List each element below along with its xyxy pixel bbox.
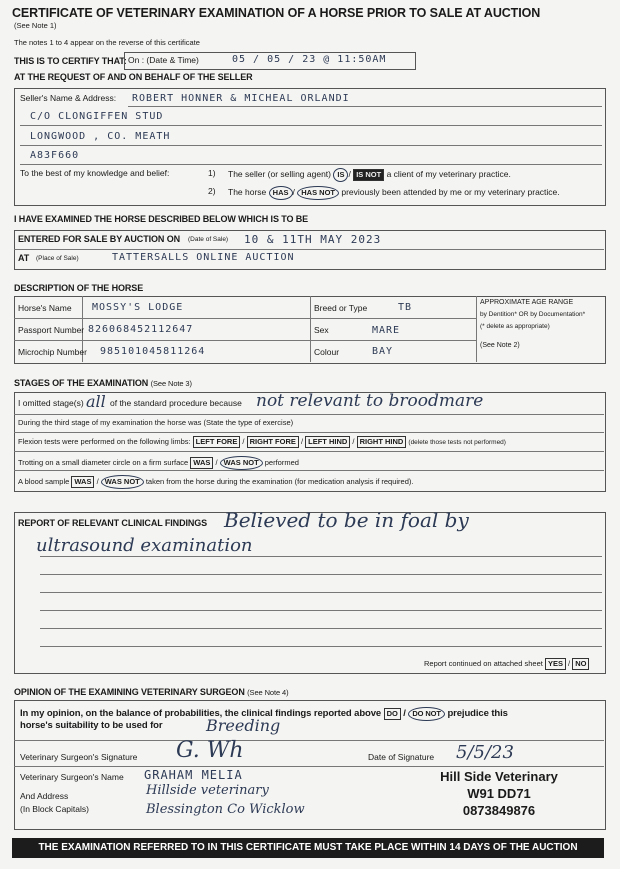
omitted-value: all [86,392,106,411]
request-header: AT THE REQUEST OF AND ON BEHALF OF THE SELLER [14,72,253,82]
opinion-header: OPINION OF THE EXAMINING VETERINARY SURGEON (See Note 4) [14,687,289,697]
on-value: 05 / 05 / 23 @ 11:50AM [232,54,387,65]
signature-label: Veterinary Surgeon's Signature [20,752,138,762]
continued-no-option[interactable]: NO [572,658,589,670]
at-label: AT [18,253,30,263]
report-continued: Report continued on attached sheet YES / NO [424,658,589,670]
on-label: On : (Date & Time) [128,55,199,65]
opinion-text3: horse's suitability to be used for [20,720,163,731]
certificate-title: CERTIFICATE OF VETERINARY EXAMINATION OF A HORSE PRIOR TO SALE AT AUCTION [12,6,541,20]
vet-stamp [404,768,594,819]
colour-label: Colour [314,347,340,357]
trot-row: Trotting on a small diameter circle on a firm surface WAS / WAS NOT performed [18,456,299,470]
address-label: And Address [20,791,69,801]
sex-value: MARE [372,325,401,336]
vet-name-label: Veterinary Surgeon's Name [20,772,124,782]
item2-num: 2) [208,186,216,196]
address-value2: Blessington Co Wicklow [146,802,305,817]
item1-num: 1) [208,168,216,178]
notes-line: The notes 1 to 4 appear on the reverse of this certificate [14,38,200,47]
has-option[interactable]: HAS [269,186,293,200]
address-value1: Hillside veterinary [146,783,269,798]
opinion-text1: In my opinion, on the balance of probabilities, the clinical findings reported above DO / DO NOT prejudice this [20,708,508,719]
report-line1: Believed to be in foal by [224,508,469,532]
place-value: TATTERSALLS ONLINE AUCTION [112,252,295,263]
do-option[interactable]: DO [384,708,401,720]
trot-was-option[interactable]: WAS [190,457,213,469]
footer-banner: THE EXAMINATION REFERRED TO IN THIS CERTIFICATE MUST TAKE PLACE WITHIN 14 DAYS OF THE AUCTION [12,838,604,858]
horse-name-label: Horse's Name [18,303,72,313]
report-header: REPORT OF RELEVANT CLINICAL FINDINGS [18,518,208,528]
desc-header: DESCRIPTION OF THE HORSE [14,283,144,293]
seller-line1: ROBERT HONNER & MICHEAL ORLANDI [132,93,350,104]
date-sig-value: 5/5/23 [456,742,514,763]
breed-value: TB [398,302,413,313]
sex-label: Sex [314,325,329,335]
has-not-option[interactable]: HAS NOT [297,186,339,200]
date-of-sale-label: (Date of Sale) [188,236,229,243]
microchip-value: 985101045811264 [100,346,206,357]
blood-row: A blood sample WAS / WAS NOT taken from the horse during the examination (for medication analysis if required). [18,475,413,489]
is-option[interactable]: IS [333,168,348,182]
colour-value: BAY [372,346,394,357]
omitted-post: of the standard procedure because [110,398,242,408]
age-line3: (* delete as appropriate) [480,323,550,330]
certify-label: THIS IS TO CERTIFY THAT: [14,56,127,66]
block-label: (In Block Capitals) [20,804,89,814]
date-of-sale-value: 10 & 11TH MAY 2023 [244,233,382,246]
see-note-1: (See Note 1) [14,21,57,30]
seller-line4: A83F660 [30,150,80,161]
stamp-line3: 0873849876 [462,803,536,818]
left-hind-option[interactable]: LEFT HIND [305,436,350,448]
blood-was-not-option[interactable]: WAS NOT [101,475,144,489]
place-label: (Place of Sale) [36,255,79,262]
omitted-pre: I omitted stage(s) [18,398,84,408]
right-fore-option[interactable]: RIGHT FORE [247,436,299,448]
breed-label: Breed or Type [314,303,368,313]
entered-label: ENTERED FOR SALE BY AUCTION ON [18,234,181,244]
seller-line3: LONGWOOD , CO. MEATH [30,131,171,142]
seller-line2: C/O CLONGIFFEN STUD [30,111,164,122]
item1-text: The seller (or selling agent) IS / IS NOT a client of my veterinary practice. [228,168,511,182]
stamp-line1: Hill Side Veterinary [440,769,558,784]
stamp-line2: W91 DD71 [467,786,531,801]
left-fore-option[interactable]: LEFT FORE [193,436,241,448]
report-line2: ultrasound examination [36,535,253,556]
stages-header: STAGES OF THE EXAMINATION (See Note 3) [14,378,192,388]
date-sig-label: Date of Signature [368,752,435,762]
microchip-label: Microchip Number [18,347,87,357]
passport-label: Passport Number [18,325,85,335]
seller-label: Seller's Name & Address: [20,93,117,103]
age-title: APPROXIMATE AGE RANGE [480,299,574,306]
omitted-reason: not relevant to broodmare [256,391,484,411]
trot-was-not-option[interactable]: WAS NOT [220,456,263,470]
continued-yes-option[interactable]: YES [545,658,566,670]
flexion-row: Flexion tests were performed on the following limbs: LEFT FORE / RIGHT FORE / LEFT HIND / RIGHT HIND (delete those tests not performed) [18,437,506,446]
vet-name-value: GRAHAM MELIA [144,768,243,782]
passport-value: 826068452112647 [88,324,194,335]
opinion-use: Breeding [206,716,281,735]
right-hind-option[interactable]: RIGHT HIND [357,436,407,448]
examined-header: I HAVE EXAMINED THE HORSE DESCRIBED BELOW WHICH IS TO BE [14,214,309,224]
age-line2: by Dentition* OR by Documentation* [480,311,586,318]
age-note: (See Note 2) [480,342,520,349]
do-not-option[interactable]: DO NOT [408,707,445,721]
knowledge-label: To the best of my knowledge and belief: [20,168,170,178]
blood-was-option[interactable]: WAS [71,476,94,488]
signature-value: G. Wh [176,738,244,763]
horse-name-value: MOSSY'S LODGE [92,302,184,313]
third-stage: During the third stage of my examination the horse was (State the type of exercise) [18,418,294,427]
is-not-option[interactable]: IS NOT [353,169,384,181]
item2-text: The horse HAS / HAS NOT previously been attended by me or my veterinary practice. [228,186,560,200]
